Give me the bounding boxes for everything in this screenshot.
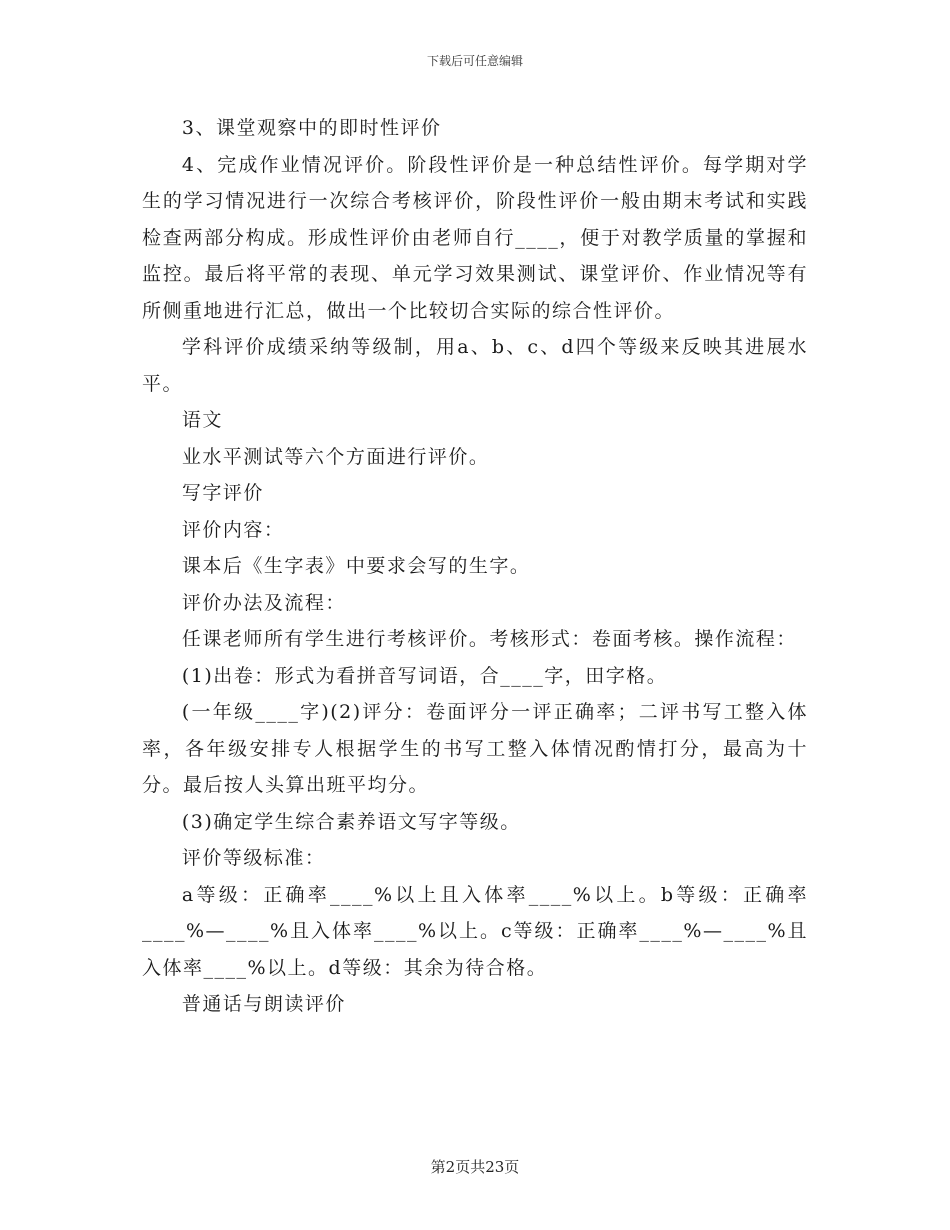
paragraph: (3)确定学生综合素养语文写字等级。 [181,810,521,833]
paragraph: 学科评价成绩采纳等级制，用a、b、c、d四个等级来反映其进展水平。 [142,336,808,395]
paragraph: 评价办法及流程： [181,591,346,614]
paragraph: 写字评价 [181,482,264,504]
paragraph: (1)出卷：形式为看拼音写词语，合____字，田字格。 [181,664,668,687]
page-header: 下载后可任意编辑 [426,54,523,68]
paragraph: 业水平测试等六个方面进行评价。 [181,445,490,468]
paragraph: 评价等级标准： [181,847,326,869]
paragraph: 课本后《生字表》中要求会写的生字。 [181,555,531,577]
paragraph: (一年级____字)(2)评分：卷面评分一评正确率；二评书写工整入体率，各年级安排专人根据学生的书写工整入体情况酌情打分，最高为十分。最后按人头算出班平均分。 [142,701,808,796]
document-body [142,110,808,1023]
paragraph: 4、完成作业情况评价。阶段性评价是一种总结性评价。每学期对学生的学习情况进行一次综合考核评价，阶段性评价一般由期末考试和实践检查两部分构成。形成性评价由老师自行____，便于对教学质量的掌握和监控。最后将平常的表现、单元学习效果测试、课堂评价、作业情况等有所侧重地进行汇总，做出一个比较切合实际的综合性评价。 [142,153,808,322]
paragraph: 普通话与朗读评价 [181,993,346,1015]
paragraph: 语文 [181,409,223,431]
paragraph: 3、课堂观察中的即时性评价 [181,117,442,139]
paragraph: 评价内容： [181,518,285,541]
page-number: 第2页共23页 [430,1158,520,1176]
paragraph: a等级：正确率____%以上且入体率____%以上。b等级：正确率____%—____%且入体率____%以上。c等级：正确率____%—____%且入体率____%以上。d等级：其余为待合格。 [142,883,808,979]
paragraph: 任课老师所有学生进行考核评价。考核形式：卷面考核。操作流程： [181,628,797,650]
